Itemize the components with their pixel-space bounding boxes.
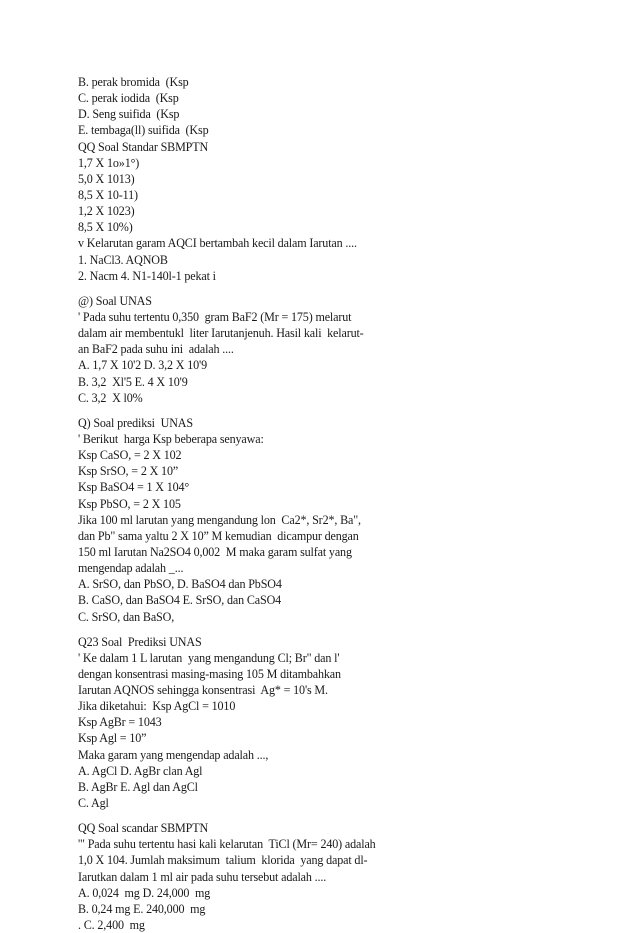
block-soal-unas <box>78 293 598 406</box>
answer-option: C. Agl <box>78 796 109 811</box>
paragraph-gap <box>78 625 598 634</box>
text-line: D. Seng suifida (Ksp <box>78 107 180 122</box>
text-line: an BaF2 pada suhu ini adalah .... <box>78 342 234 357</box>
paragraph-gap <box>78 811 598 820</box>
block-sbmptn <box>78 820 598 933</box>
block-intro-options <box>78 74 598 284</box>
text-line: E. tembaga(ll) suifida (Ksp <box>78 123 209 138</box>
text-line: Ksp Agl = 10” <box>78 731 147 746</box>
text-line: Ksp CaSO, = 2 X 102 <box>78 448 182 463</box>
answer-option: A. 0,024 mg D. 24,000 mg <box>78 885 211 900</box>
text-line: 150 ml Iarutan Na2SO4 0,002 M maka garam sulfat yang <box>78 544 352 559</box>
text-line: B. perak bromida (Ksp <box>78 75 189 89</box>
text-line: Iarutkan dalam 1 ml air pada suhu tersebut adalah .... <box>78 869 327 884</box>
paragraph-gap <box>78 406 598 415</box>
text-line: 2. Nacm 4. N1-140l-1 pekat i <box>78 268 216 283</box>
answer-option: C. 3,2 X l0% <box>78 390 143 405</box>
answer-option: A. AgCl D. AgBr clan Agl <box>78 763 203 778</box>
text-line: ' Ke dalam 1 L larutan yang mengandung Cl; Br" dan l' <box>78 650 340 665</box>
answer-option: B. 0,24 mg E. 240,000 mg <box>78 901 206 916</box>
text-line: C. perak iodida (Ksp <box>78 91 179 106</box>
document-page <box>78 74 598 933</box>
text-line: Ksp PbSO, = 2 X 105 <box>78 496 181 511</box>
text-line: 1. NaCl3. AQNOB <box>78 252 168 267</box>
text-line: Ksp AgBr = 1043 <box>78 715 162 730</box>
text-line: 1,2 X 1023) <box>78 204 135 219</box>
text-line: Iarutan AQNOS sehingga konsentrasi Ag* = 10's M. <box>78 683 328 698</box>
block-q23 <box>78 634 598 812</box>
text-line: Jika diketahui: Ksp AgCl = 1010 <box>78 699 236 714</box>
text-line: Ksp BaSO4 = 1 X 104° <box>78 480 190 495</box>
section-heading: QQ Soal scandar SBMPTN <box>78 821 209 836</box>
section-heading: Q) Soal prediksi UNAS <box>78 415 193 430</box>
text-line: ' Pada suhu tertentu 0,350 gram BaF2 (Mr = 175) melarut <box>78 309 352 324</box>
text-line: dengan konsentrasi masing-masing 105 M ditambahkan <box>78 666 341 681</box>
text-line: 5,0 X 1013) <box>78 171 135 186</box>
text-line: v Kelarutan garam AQCI bertambah kecil dalam Iarutan .... <box>78 236 357 251</box>
answer-option: A. SrSO, dan PbSO, D. BaSO4 dan PbSO4 <box>78 577 282 592</box>
answer-option: A. 1,7 X 10'2 D. 3,2 X 10'9 <box>78 358 207 373</box>
answer-option: B. 3,2 Xl'5 E. 4 X 10'9 <box>78 374 188 389</box>
section-heading: @) Soal UNAS <box>78 293 152 308</box>
section-heading: QQ Soal Standar SBMPTN <box>78 139 209 154</box>
answer-option: C. SrSO, dan BaSO, <box>78 609 175 624</box>
answer-option: . C. 2,400 mg <box>78 918 145 933</box>
text-line: Maka garam yang mengendap adalah ..., <box>78 747 269 762</box>
text-line: 8,5 X 10-11) <box>78 187 138 202</box>
text-line: mengendap adalah _... <box>78 561 184 576</box>
text-line: 1,7 X 1o»1°) <box>78 155 140 170</box>
text-line: 8,5 X 10%) <box>78 220 133 235</box>
section-heading: Q23 Soal Prediksi UNAS <box>78 634 202 649</box>
text-line: dan Pb" sama yaltu 2 X 10” M kemudian dicampur dengan <box>78 528 359 543</box>
answer-option: B. AgBr E. Agl dan AgCl <box>78 779 198 794</box>
paragraph-gap <box>78 284 598 293</box>
text-line: dalam air membentukl liter Iarutanjenuh. Hasil kali kelarut- <box>78 326 364 341</box>
text-line: 1,0 X 104. Jumlah maksimum talium klorida yang dapat dl- <box>78 853 368 868</box>
block-prediksi-unas <box>78 415 598 625</box>
text-line: '" Pada suhu tertentu hasi kali kelarutan TiCl (Mr= 240) adalah <box>78 837 376 852</box>
text-line: ' Berikut harga Ksp beberapa senyawa: <box>78 431 264 446</box>
answer-option: B. CaSO, dan BaSO4 E. SrSO, dan CaSO4 <box>78 593 282 608</box>
text-line: Jika 100 ml larutan yang mengandung lon Ca2*, Sr2*, Ba", <box>78 512 361 527</box>
text-line: Ksp SrSO, = 2 X 10” <box>78 464 179 479</box>
